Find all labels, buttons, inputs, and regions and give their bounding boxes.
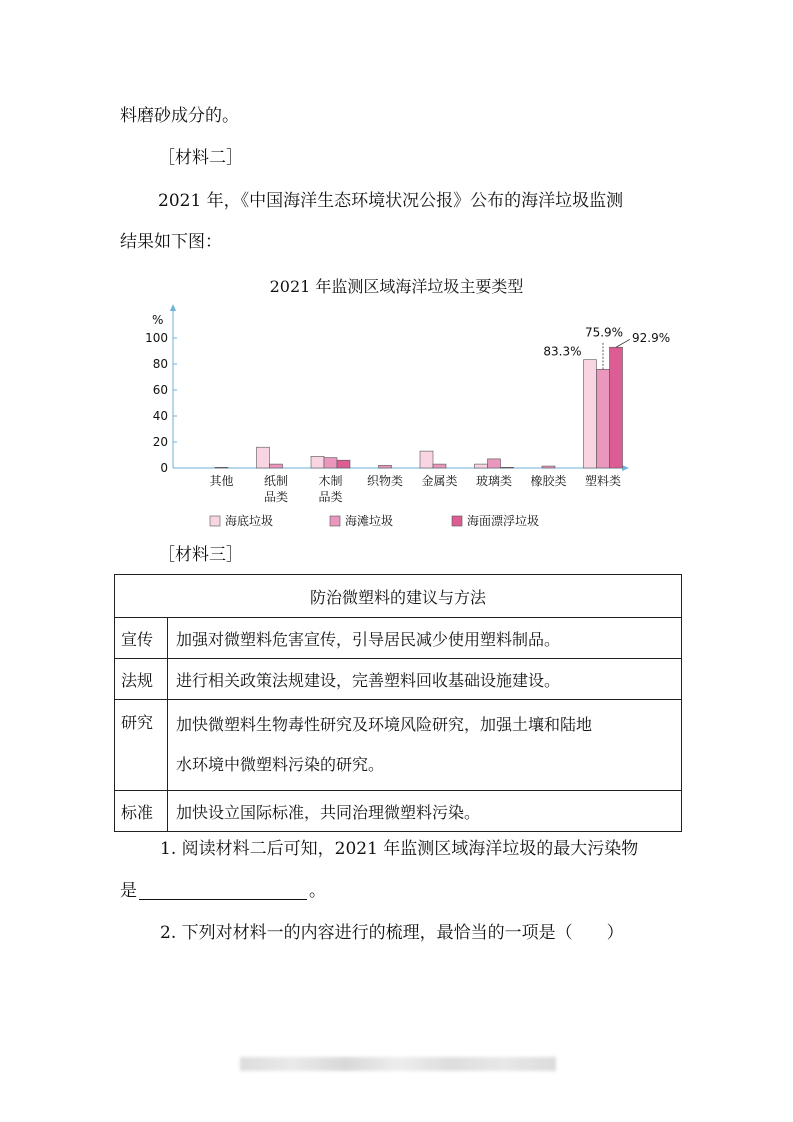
row-value: 加强对微塑料危害宣传，引导居民减少使用塑料制品。 — [168, 618, 682, 659]
y-axis-arrow — [170, 304, 176, 311]
table-row — [115, 700, 682, 791]
bar-chart — [140, 300, 671, 540]
table-header: 防治微塑料的建议与方法 — [115, 575, 682, 618]
data-label: 75.9% — [584, 325, 624, 340]
blurred-footer-watermark — [240, 1057, 556, 1071]
question-1: 1. 阅读材料二后可知，2021 年监测区域海洋垃圾的最大污染物 — [160, 839, 639, 859]
bar — [379, 465, 392, 468]
y-tick-label: 0 — [160, 461, 168, 475]
legend-label: 海滩垃圾 — [345, 514, 394, 528]
y-tick-label: 60 — [152, 383, 168, 397]
x-tick-label: 品类 — [263, 490, 289, 504]
row-value: 加快设立国际标准，共同治理微塑料污染。 — [168, 791, 682, 832]
x-tick-label: 木制 — [318, 474, 343, 488]
legend-swatch — [210, 516, 220, 526]
bar — [257, 447, 270, 468]
bar — [324, 458, 337, 468]
x-tick-label: 其他 — [209, 474, 234, 488]
question-1-answer-line — [120, 882, 326, 900]
x-axis-arrow — [622, 465, 629, 471]
question-1-suffix: 。 — [309, 881, 326, 901]
bar — [433, 464, 446, 468]
material2-intro: 2021 年，《中国海洋生态环境状况公报》公布的海洋垃圾监测 — [158, 191, 624, 211]
y-axis-unit: % — [152, 313, 164, 327]
x-tick-label: 金属类 — [421, 474, 458, 488]
bar — [311, 456, 324, 468]
answer-blank[interactable] — [139, 882, 307, 900]
suggestions-table — [114, 574, 682, 832]
x-tick-label: 织物类 — [366, 474, 404, 488]
x-tick-label: 纸制 — [263, 474, 289, 488]
legend-swatch — [330, 516, 340, 526]
y-tick-label: 100 — [145, 331, 168, 345]
x-tick-label: 橡胶类 — [530, 474, 567, 488]
table-row — [115, 659, 682, 700]
row-key: 宣传 — [115, 618, 168, 659]
bar — [475, 464, 488, 468]
x-tick-label: 品类 — [318, 490, 343, 504]
y-tick-label: 40 — [152, 409, 168, 423]
row-value: 进行相关政策法规建设，完善塑料回收基础设施建设。 — [168, 659, 682, 700]
bar — [337, 460, 350, 468]
row-key: 研究 — [115, 700, 168, 791]
table-row — [115, 791, 682, 832]
legend-swatch — [452, 516, 462, 526]
data-label: 92.9% — [632, 330, 671, 345]
y-tick-label: 80 — [152, 357, 168, 371]
bar — [501, 467, 514, 468]
bar — [215, 467, 228, 468]
bar — [420, 451, 433, 468]
row-key: 标准 — [115, 791, 168, 832]
y-tick-label: 20 — [152, 435, 168, 449]
material3-label: ［材料三］ — [158, 545, 243, 565]
row-value — [168, 700, 682, 791]
row-value-line: 水环境中微塑料污染的研究。 — [176, 755, 385, 774]
data-label: 83.3% — [543, 344, 582, 359]
question-1-prefix: 是 — [120, 881, 137, 901]
bar — [270, 464, 283, 468]
bar — [597, 369, 610, 468]
paragraph-line: 料磨砂成分的。 — [120, 106, 239, 126]
bar — [488, 459, 501, 468]
question-2: 2. 下列对材料一的内容进行的梳理，最恰当的一项是（ ） — [160, 923, 624, 943]
bar — [542, 466, 555, 468]
legend-label: 海底垃圾 — [225, 514, 274, 528]
x-tick-label: 塑料类 — [584, 474, 622, 488]
x-tick-label: 玻璃类 — [475, 474, 513, 488]
data-label-leader — [616, 339, 630, 347]
row-key: 法规 — [115, 659, 168, 700]
material2-label: ［材料二］ — [158, 148, 243, 168]
chart-title: 2021 年监测区域海洋垃圾主要类型 — [269, 277, 524, 296]
material2-intro-continued: 结果如下图： — [120, 232, 222, 252]
table-row — [115, 618, 682, 659]
bar — [584, 360, 597, 468]
legend-label: 海面漂浮垃圾 — [467, 514, 540, 528]
row-value-line: 加快微塑料生物毒性研究及环境风险研究，加强土壤和陆地 — [176, 715, 593, 734]
bar — [610, 347, 623, 468]
